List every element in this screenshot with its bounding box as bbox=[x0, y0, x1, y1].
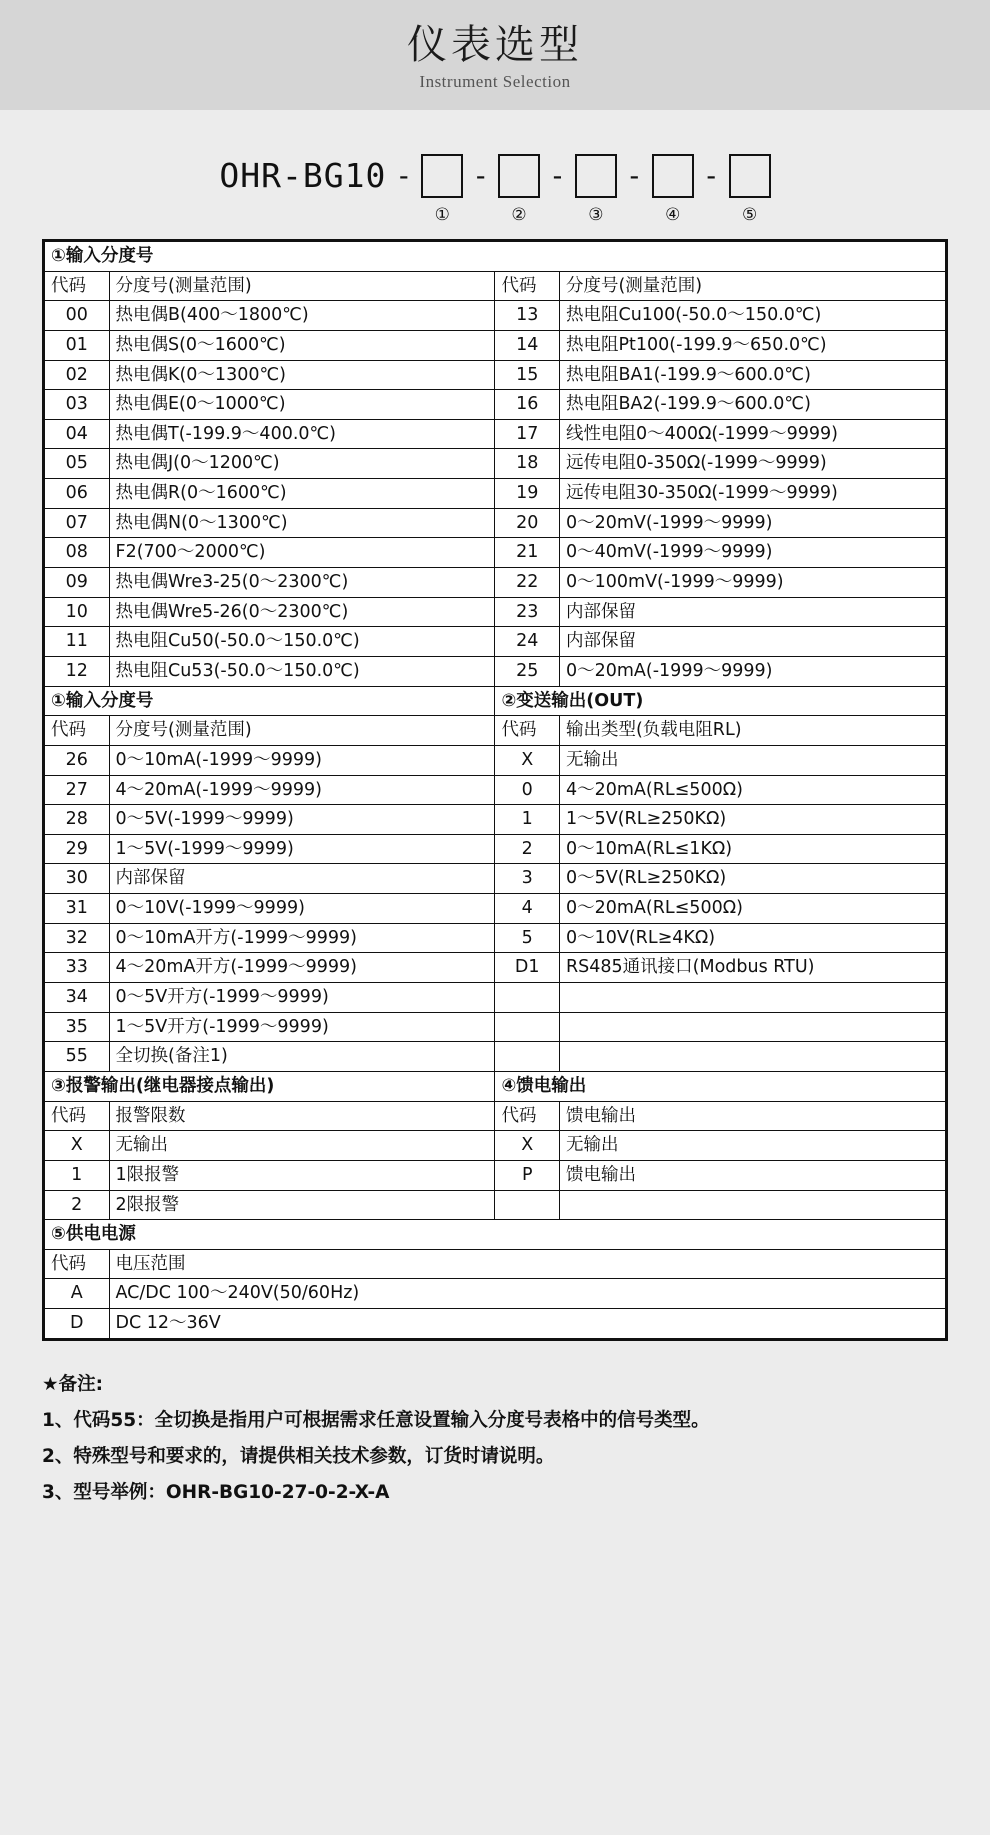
table-row bbox=[45, 834, 946, 864]
table-row bbox=[45, 627, 946, 657]
input-desc: 全切换(备注1) bbox=[109, 1042, 495, 1072]
model-separator-0: - bbox=[395, 159, 413, 192]
input-desc: 热电偶N(0～1300℃) bbox=[109, 508, 495, 538]
header-code-power: 代码 bbox=[45, 1249, 110, 1279]
table-row bbox=[45, 1249, 946, 1279]
table-row bbox=[45, 745, 946, 775]
feed-desc: 馈电输出 bbox=[559, 1160, 945, 1190]
model-slot-1-box[interactable] bbox=[421, 154, 463, 198]
model-slot-4[interactable] bbox=[652, 146, 694, 225]
input-code: 30 bbox=[45, 864, 110, 894]
model-code-builder bbox=[0, 146, 990, 225]
model-slot-2[interactable] bbox=[498, 146, 540, 225]
model-slot-2-label: ② bbox=[511, 205, 527, 224]
notes-line-2: 2、特殊型号和要求的，请提供相关技术参数，订货时请说明。 bbox=[42, 1445, 555, 1467]
input-code: 28 bbox=[45, 805, 110, 835]
table-row bbox=[45, 1101, 946, 1131]
model-slot-2-box[interactable] bbox=[498, 154, 540, 198]
table-row bbox=[45, 656, 946, 686]
table-row bbox=[45, 301, 946, 331]
input-code: 16 bbox=[495, 390, 560, 420]
model-slot-1[interactable] bbox=[421, 146, 463, 225]
input-desc: 0～10V(-1999～9999) bbox=[109, 894, 495, 924]
input-desc: 0～10mA开方(-1999～9999) bbox=[109, 923, 495, 953]
input-code: 13 bbox=[495, 301, 560, 331]
empty-cell bbox=[559, 983, 945, 1013]
transmit-code: 4 bbox=[495, 894, 560, 924]
input-desc: 0～5V开方(-1999～9999) bbox=[109, 983, 495, 1013]
input-code: 03 bbox=[45, 390, 110, 420]
model-separator-2: - bbox=[549, 159, 566, 192]
input-code: 12 bbox=[45, 656, 110, 686]
input-code: 17 bbox=[495, 419, 560, 449]
empty-cell bbox=[559, 1190, 945, 1220]
input-code: 31 bbox=[45, 894, 110, 924]
feed-code: X bbox=[495, 1131, 560, 1161]
section-title-power: ⑤供电电源 bbox=[45, 1220, 946, 1250]
table-row bbox=[45, 923, 946, 953]
transmit-desc: 0～10mA(RL≤1KΩ) bbox=[559, 834, 945, 864]
input-desc: 1～5V(-1999～9999) bbox=[109, 834, 495, 864]
header-code-feed: 代码 bbox=[495, 1101, 560, 1131]
transmit-code: X bbox=[495, 745, 560, 775]
input-code: 07 bbox=[45, 508, 110, 538]
input-desc: 热电阻Cu50(-50.0～150.0℃) bbox=[109, 627, 495, 657]
input-desc: F2(700～2000℃) bbox=[109, 538, 495, 568]
table-row bbox=[45, 686, 946, 716]
transmit-code: 2 bbox=[495, 834, 560, 864]
input-desc: 热电偶T(-199.9～400.0℃) bbox=[109, 419, 495, 449]
input-desc: 0～20mV(-1999～9999) bbox=[559, 508, 945, 538]
table-row bbox=[45, 775, 946, 805]
empty-cell bbox=[495, 1190, 560, 1220]
input-desc: 热电偶J(0～1200℃) bbox=[109, 449, 495, 479]
input-code: 25 bbox=[495, 656, 560, 686]
table-row bbox=[45, 568, 946, 598]
input-code: 02 bbox=[45, 360, 110, 390]
input-desc: 4～20mA(-1999～9999) bbox=[109, 775, 495, 805]
header-out-type: 输出类型(负载电阻RL) bbox=[559, 716, 945, 746]
table-row bbox=[45, 1131, 946, 1161]
input-code: 04 bbox=[45, 419, 110, 449]
input-desc: 内部保留 bbox=[559, 627, 945, 657]
selection-grid bbox=[44, 241, 946, 1339]
model-slot-5[interactable] bbox=[729, 146, 771, 225]
section-title-transmit: ②变送输出(OUT) bbox=[495, 686, 946, 716]
transmit-code: 1 bbox=[495, 805, 560, 835]
input-desc: 远传电阻0-350Ω(-1999～9999) bbox=[559, 449, 945, 479]
input-desc: 热电偶Wre5-26(0～2300℃) bbox=[109, 597, 495, 627]
input-desc: 0～10mA(-1999～9999) bbox=[109, 745, 495, 775]
notes-title: ★备注: bbox=[42, 1373, 103, 1395]
input-desc: 热电阻Pt100(-199.9～650.0℃) bbox=[559, 330, 945, 360]
input-desc: 热电阻BA2(-199.9～600.0℃) bbox=[559, 390, 945, 420]
table-row bbox=[45, 1160, 946, 1190]
table-row bbox=[45, 1012, 946, 1042]
transmit-code: 3 bbox=[495, 864, 560, 894]
input-desc: 热电偶Wre3-25(0～2300℃) bbox=[109, 568, 495, 598]
model-slot-3-label: ③ bbox=[588, 205, 604, 224]
alarm-code: X bbox=[45, 1131, 110, 1161]
model-slot-4-label: ④ bbox=[665, 205, 681, 224]
model-base-name: OHR-BG10 bbox=[219, 156, 387, 195]
input-code: 05 bbox=[45, 449, 110, 479]
input-code: 11 bbox=[45, 627, 110, 657]
input-code: 09 bbox=[45, 568, 110, 598]
input-desc: 内部保留 bbox=[109, 864, 495, 894]
table-row bbox=[45, 894, 946, 924]
header-voltage-range: 电压范围 bbox=[109, 1249, 946, 1279]
empty-cell bbox=[559, 1042, 945, 1072]
feed-desc: 无输出 bbox=[559, 1131, 945, 1161]
table-row bbox=[45, 983, 946, 1013]
power-code: D bbox=[45, 1309, 110, 1339]
alarm-desc: 无输出 bbox=[109, 1131, 495, 1161]
model-slot-4-box[interactable] bbox=[652, 154, 694, 198]
table-row bbox=[45, 716, 946, 746]
header-grade-left-2: 分度号(测量范围) bbox=[109, 716, 495, 746]
table-row bbox=[45, 1190, 946, 1220]
input-code: 23 bbox=[495, 597, 560, 627]
page-title-cn: 仪表选型 bbox=[407, 22, 583, 67]
notes-section bbox=[42, 1367, 948, 1511]
input-code: 10 bbox=[45, 597, 110, 627]
table-row bbox=[45, 449, 946, 479]
input-desc: 0～20mA(-1999～9999) bbox=[559, 656, 945, 686]
input-desc: 0～40mV(-1999～9999) bbox=[559, 538, 945, 568]
model-slot-3-box[interactable] bbox=[575, 154, 617, 198]
transmit-desc: 4～20mA(RL≤500Ω) bbox=[559, 775, 945, 805]
input-desc: 0～100mV(-1999～9999) bbox=[559, 568, 945, 598]
transmit-code: 5 bbox=[495, 923, 560, 953]
input-desc: 4～20mA开方(-1999～9999) bbox=[109, 953, 495, 983]
input-desc: 远传电阻30-350Ω(-1999～9999) bbox=[559, 479, 945, 509]
input-code: 06 bbox=[45, 479, 110, 509]
notes-line-1: 1、代码55：全切换是指用户可根据需求任意设置输入分度号表格中的信号类型。 bbox=[42, 1409, 710, 1431]
model-slot-3[interactable] bbox=[575, 146, 617, 225]
table-row bbox=[45, 1071, 946, 1101]
input-desc: 热电偶K(0～1300℃) bbox=[109, 360, 495, 390]
input-code: 32 bbox=[45, 923, 110, 953]
input-code: 00 bbox=[45, 301, 110, 331]
section-title-input-1: ①输入分度号 bbox=[45, 242, 946, 272]
section-title-input-2: ①输入分度号 bbox=[45, 686, 495, 716]
model-slot-5-label: ⑤ bbox=[742, 205, 758, 224]
model-separator-4: - bbox=[702, 159, 720, 192]
input-desc: 热电阻Cu53(-50.0～150.0℃) bbox=[109, 656, 495, 686]
header-code-right-1: 代码 bbox=[495, 271, 560, 301]
header-code-alarm: 代码 bbox=[45, 1101, 110, 1131]
feed-code: P bbox=[495, 1160, 560, 1190]
model-separator-1: - bbox=[472, 159, 490, 192]
table-row bbox=[45, 508, 946, 538]
input-desc: 热电阻Cu100(-50.0～150.0℃) bbox=[559, 301, 945, 331]
input-code: 22 bbox=[495, 568, 560, 598]
input-code: 34 bbox=[45, 983, 110, 1013]
transmit-desc: 1～5V(RL≥250KΩ) bbox=[559, 805, 945, 835]
table-row bbox=[45, 330, 946, 360]
page-header bbox=[0, 0, 990, 110]
power-code: A bbox=[45, 1279, 110, 1309]
table-row bbox=[45, 242, 946, 272]
input-desc: 热电偶R(0～1600℃) bbox=[109, 479, 495, 509]
bottom-spacer bbox=[0, 1511, 990, 1551]
transmit-desc: 0～20mA(RL≤500Ω) bbox=[559, 894, 945, 924]
alarm-code: 1 bbox=[45, 1160, 110, 1190]
input-code: 27 bbox=[45, 775, 110, 805]
header-feed-out: 馈电输出 bbox=[559, 1101, 945, 1131]
table-row bbox=[45, 271, 946, 301]
table-row bbox=[45, 1042, 946, 1072]
table-row bbox=[45, 1279, 946, 1309]
model-slot-5-box[interactable] bbox=[729, 154, 771, 198]
header-code-left-1: 代码 bbox=[45, 271, 110, 301]
input-code: 29 bbox=[45, 834, 110, 864]
input-code: 26 bbox=[45, 745, 110, 775]
input-code: 33 bbox=[45, 953, 110, 983]
grid-body bbox=[45, 242, 946, 1339]
table-row bbox=[45, 390, 946, 420]
table-row bbox=[45, 597, 946, 627]
header-grade-left-1: 分度号(测量范围) bbox=[109, 271, 495, 301]
transmit-code: D1 bbox=[495, 953, 560, 983]
input-desc: 热电偶S(0～1600℃) bbox=[109, 330, 495, 360]
power-desc: AC/DC 100～240V(50/60Hz) bbox=[109, 1279, 946, 1309]
table-row bbox=[45, 1309, 946, 1339]
header-grade-right-1: 分度号(测量范围) bbox=[559, 271, 945, 301]
table-row bbox=[45, 805, 946, 835]
input-desc: 热电偶E(0～1000℃) bbox=[109, 390, 495, 420]
input-desc: 内部保留 bbox=[559, 597, 945, 627]
table-row bbox=[45, 538, 946, 568]
header-code-left-2: 代码 bbox=[45, 716, 110, 746]
input-code: 19 bbox=[495, 479, 560, 509]
input-desc: 热电偶B(400～1800℃) bbox=[109, 301, 495, 331]
input-code: 21 bbox=[495, 538, 560, 568]
model-slot-1-label: ① bbox=[434, 205, 450, 224]
input-desc: 0～5V(-1999～9999) bbox=[109, 805, 495, 835]
empty-cell bbox=[495, 983, 560, 1013]
table-row bbox=[45, 1220, 946, 1250]
table-row bbox=[45, 953, 946, 983]
page-title-en: Instrument Selection bbox=[419, 72, 571, 91]
input-desc: 1～5V开方(-1999～9999) bbox=[109, 1012, 495, 1042]
transmit-code: 0 bbox=[495, 775, 560, 805]
input-code: 24 bbox=[495, 627, 560, 657]
table-row bbox=[45, 360, 946, 390]
notes-line-3: 3、型号举例：OHR-BG10-27-0-2-X-A bbox=[42, 1481, 390, 1503]
table-row bbox=[45, 479, 946, 509]
section-title-alarm: ③报警输出(继电器接点输出) bbox=[45, 1071, 495, 1101]
power-desc: DC 12～36V bbox=[109, 1309, 946, 1339]
alarm-code: 2 bbox=[45, 1190, 110, 1220]
alarm-desc: 1限报警 bbox=[109, 1160, 495, 1190]
model-separator-3: - bbox=[625, 159, 643, 192]
selection-table bbox=[42, 239, 948, 1341]
input-desc: 线性电阻0～400Ω(-1999～9999) bbox=[559, 419, 945, 449]
transmit-desc: RS485通讯接口(Modbus RTU) bbox=[559, 953, 945, 983]
table-row bbox=[45, 419, 946, 449]
input-code: 20 bbox=[495, 508, 560, 538]
empty-cell bbox=[495, 1012, 560, 1042]
transmit-desc: 0～10V(RL≥4KΩ) bbox=[559, 923, 945, 953]
input-code: 55 bbox=[45, 1042, 110, 1072]
header-code-transmit: 代码 bbox=[495, 716, 560, 746]
input-code: 18 bbox=[495, 449, 560, 479]
empty-cell bbox=[495, 1042, 560, 1072]
input-desc: 热电阻BA1(-199.9～600.0℃) bbox=[559, 360, 945, 390]
table-row bbox=[45, 864, 946, 894]
input-code: 15 bbox=[495, 360, 560, 390]
input-code: 01 bbox=[45, 330, 110, 360]
input-code: 08 bbox=[45, 538, 110, 568]
transmit-desc: 无输出 bbox=[559, 745, 945, 775]
section-title-feed: ④馈电输出 bbox=[495, 1071, 946, 1101]
header-alarm-limit: 报警限数 bbox=[109, 1101, 495, 1131]
input-code: 14 bbox=[495, 330, 560, 360]
transmit-desc: 0～5V(RL≥250KΩ) bbox=[559, 864, 945, 894]
input-code: 35 bbox=[45, 1012, 110, 1042]
empty-cell bbox=[559, 1012, 945, 1042]
alarm-desc: 2限报警 bbox=[109, 1190, 495, 1220]
